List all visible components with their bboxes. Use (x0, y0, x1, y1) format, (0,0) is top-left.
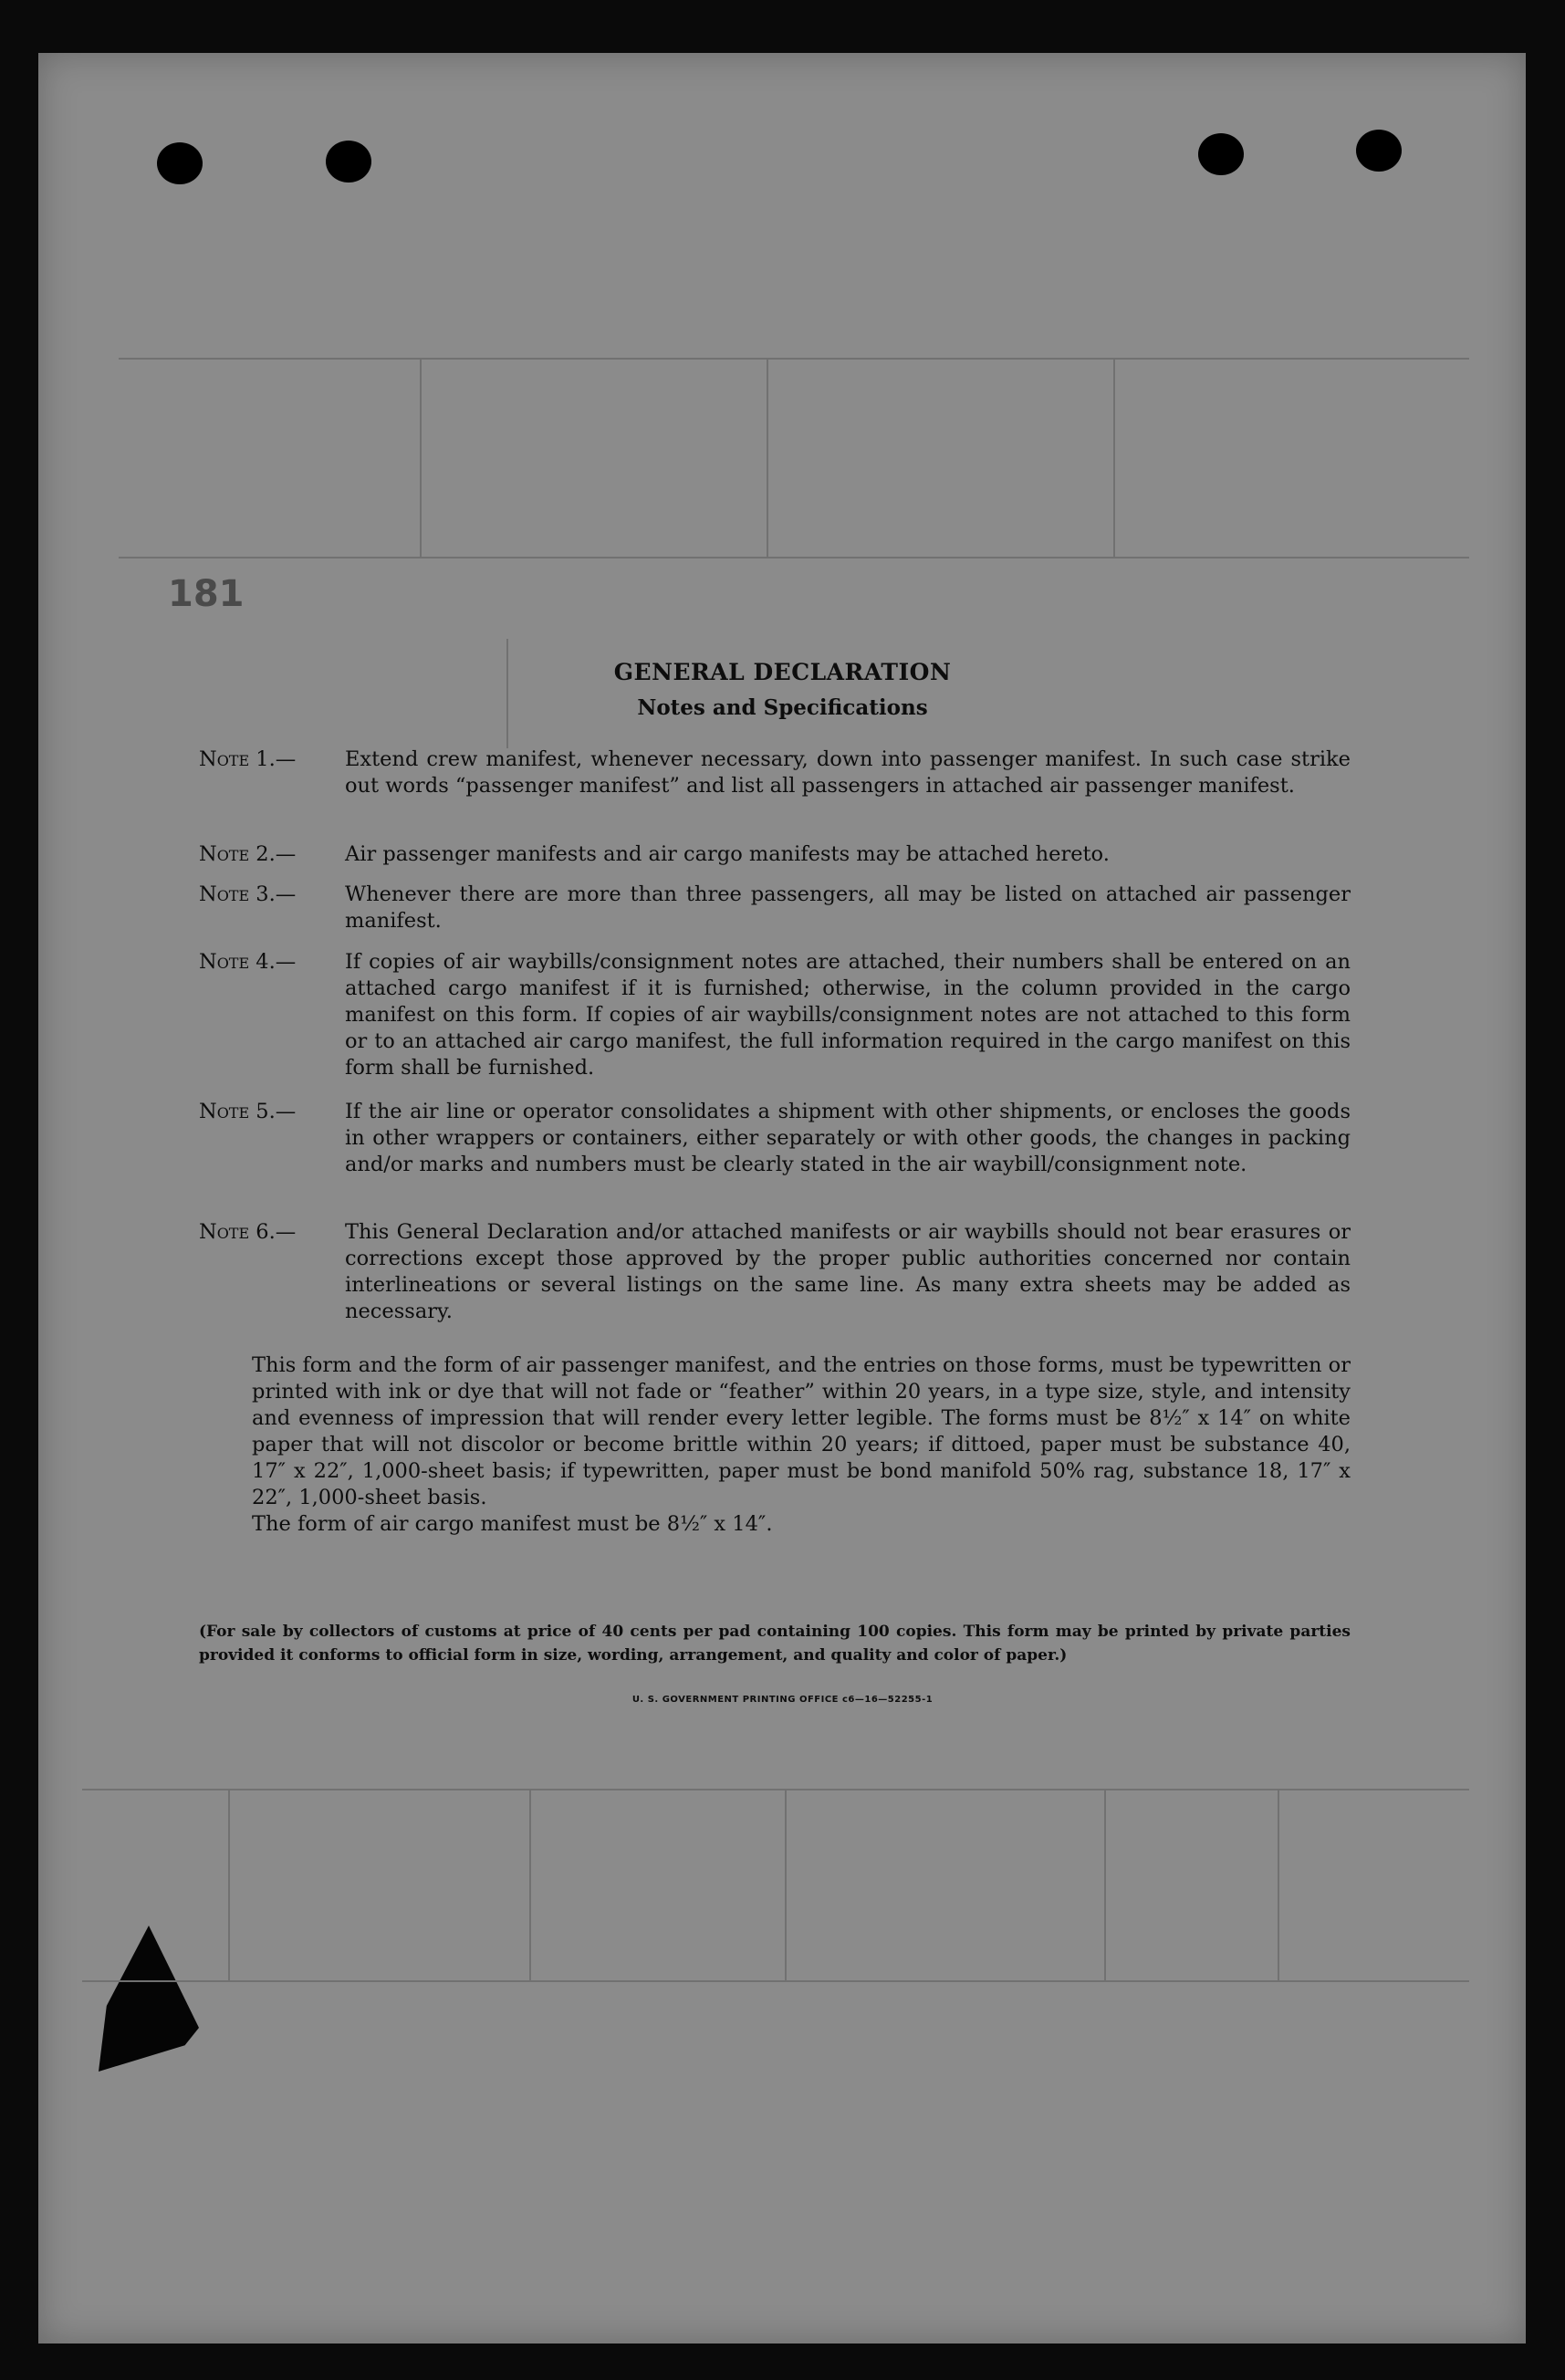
note-6 (199, 1219, 1351, 1325)
note-label: Note 6.— (199, 1220, 297, 1244)
form-requirements-paragraph (199, 1352, 1351, 1538)
note-text: Whenever there are more than three passengers, all may be listed on attached air passenger manifest. (345, 882, 1351, 933)
bleed-rule (420, 358, 422, 557)
note-text: Extend crew manifest, whenever necessary, down into passenger manifest. In such case strike out words “passenger manifest” and list all passengers in attached air passenger manifest. (345, 747, 1351, 798)
punch-hole (157, 142, 203, 184)
note-text: If the air line or operator consolidates a shipment with other shipments, or encloses the goods in other wrappers or containers, either separately or with other goods, the changes in packing and/or marks and numbers must be clearly stated in the air waybill/consignment note. (345, 1100, 1351, 1176)
bleed-rule (82, 1980, 1469, 1982)
bleed-rule (119, 358, 1469, 360)
note-label: Note 2.— (199, 842, 297, 866)
note-text: If copies of air waybills/consignment notes are attached, their numbers shall be entered on an attached cargo manifest if it is furnished; otherwise, in the column provided in the cargo manifest on this form. If copies of air waybills/consignment notes are not attached to this form or to an attached air cargo manifest, the full information required in the cargo manifest on this form shall be furnished. (345, 950, 1351, 1080)
note-1 (199, 746, 1351, 799)
bleed-rule (82, 1789, 1469, 1790)
note-text: Air passenger manifests and air cargo manifests may be attached hereto. (345, 842, 1110, 866)
bleed-rule (1278, 1789, 1279, 1980)
note-label: Note 3.— (199, 882, 297, 906)
note-4 (199, 949, 1351, 1081)
bleed-rule (119, 557, 1469, 558)
note-label: Note 1.— (199, 747, 297, 771)
bleed-rule (767, 358, 768, 557)
bleed-rule (785, 1789, 787, 1980)
declaration-title: GENERAL DECLARATION (613, 659, 952, 685)
punch-hole (326, 141, 371, 183)
note-text: This General Declaration and/or attached manifests or air waybills should not bear erasures or corrections except those approved by the proper public authorities concerned nor contain interlineations or several listings on the same line. As many extra sheets may be added as necessary. (345, 1220, 1351, 1323)
bleed-rule (529, 1789, 531, 1980)
form-requirements-text: This form and the form of air passenger manifest, and the entries on those forms, must be typewritten or printed with ink or dye that will not fade or “feather” within 20 years, in a type size, style, and intensity and evenness of impression that will render every letter legible. The forms must be 8½″ x 14″ on white paper that will not discolor or become brittle within 20 years; if dittoed, paper must be substance 40, 17″ x 22″, 1,000-sheet basis; if typewritten, paper must be bond manifold 50% rag, substance 18, 17″ x 22″, 1,000-sheet basis. (252, 1353, 1351, 1509)
document-sheet (38, 53, 1526, 2343)
declaration-subtitle: Notes and Specifications (637, 695, 928, 720)
bleed-rule (1104, 1789, 1106, 1980)
note-2 (199, 841, 1351, 868)
note-3 (199, 882, 1351, 934)
punch-hole (1198, 133, 1244, 175)
note-label: Note 4.— (199, 950, 297, 974)
bleed-rule (506, 639, 508, 748)
note-5 (199, 1099, 1351, 1178)
punch-hole (1356, 130, 1402, 172)
printing-office-line: U. S. GOVERNMENT PRINTING OFFICE c6—16—52255-1 (631, 1695, 934, 1705)
sale-notice: (For sale by collectors of customs at price of 40 cents per pad containing 100 copies. This form may be printed by private parties provided it conforms to official form in size, wording, arrangement, and quality and color of paper.) (199, 1623, 1351, 1665)
bleed-rule (1113, 358, 1115, 557)
bleed-rule (228, 1789, 230, 1980)
cargo-manifest-size-text: The form of air cargo manifest must be 8½″ x 14″. (252, 1512, 773, 1536)
stamp-number: 181 (168, 573, 245, 615)
note-label: Note 5.— (199, 1100, 297, 1123)
